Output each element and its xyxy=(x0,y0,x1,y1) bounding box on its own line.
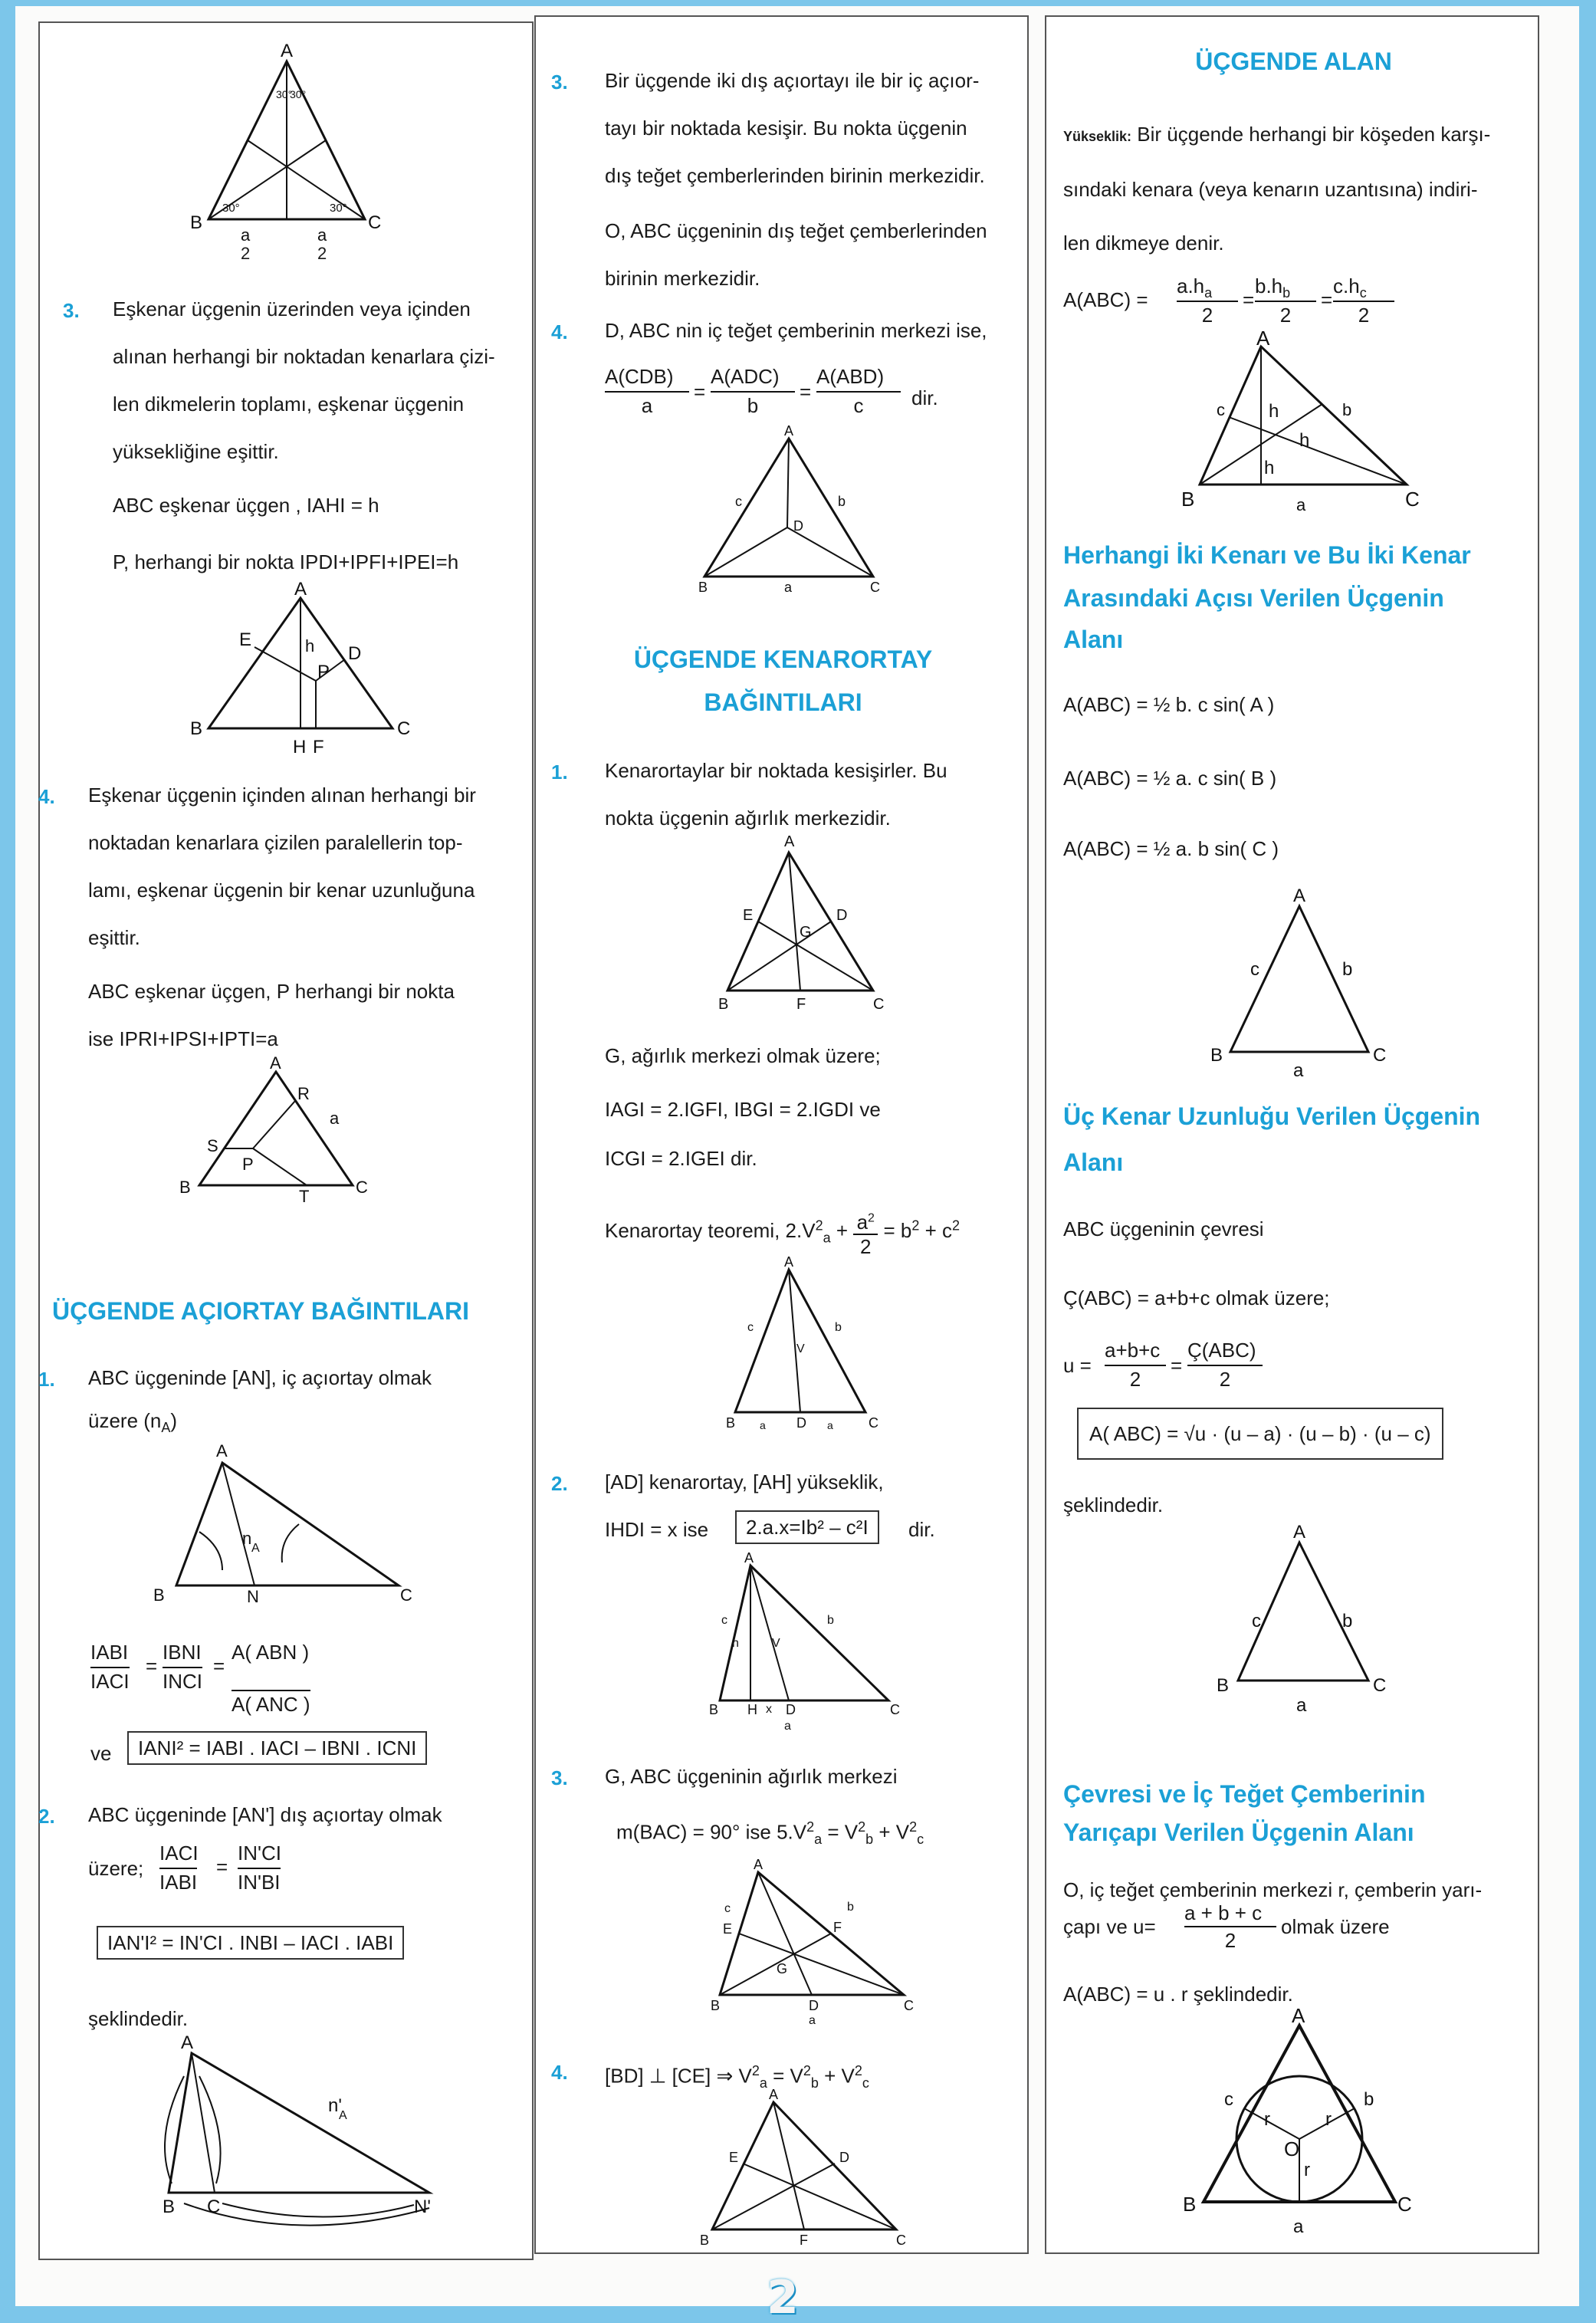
item-number: 1. xyxy=(38,1368,55,1391)
item-number: 3. xyxy=(551,71,568,94)
section-heading-bisector: ÜÇGENDE AÇIORTAY BAĞINTILARI xyxy=(52,1297,470,1325)
text-line: Bir üçgende iki dış açıortayı ile bir iç açıor- xyxy=(605,69,980,92)
svg-text:T: T xyxy=(299,1187,310,1206)
svg-text:a: a xyxy=(809,2014,816,2027)
svg-text:x: x xyxy=(766,1703,772,1716)
internal-bisector-figure xyxy=(146,1440,422,1608)
right-triangle-medians-figure xyxy=(674,1857,919,2026)
svg-text:b: b xyxy=(1342,959,1353,980)
text-line: sındaki kenara (veya kenarın uzantısına) indiri- xyxy=(1063,178,1478,201)
heron-triangle-figure xyxy=(1200,1520,1399,1719)
sine-triangle-figure xyxy=(1192,883,1399,1083)
svg-text:B: B xyxy=(709,1702,719,1717)
svg-text:h: h xyxy=(1264,458,1275,478)
svg-text:a: a xyxy=(784,1720,791,1733)
text-line: D, ABC nin iç teğet çemberinin merkezi ise, xyxy=(605,319,987,342)
right-angle-median: m(BAC) = 90° ise $5.V^2_a = V^2_b + V^2_c$ xyxy=(616,1819,924,1847)
svg-text:B: B xyxy=(1210,1045,1223,1066)
svg-text:C: C xyxy=(368,212,382,233)
text-line: G, ağırlık merkezi olmak üzere; xyxy=(605,1044,881,1067)
svg-text:B: B xyxy=(1217,1675,1230,1696)
svg-text:A: A xyxy=(784,423,794,439)
section-heading-area: ÜÇGENDE ALAN xyxy=(1195,48,1392,75)
svg-text:P: P xyxy=(242,1155,254,1174)
svg-text:G: G xyxy=(800,924,812,941)
eq: = xyxy=(1171,1354,1183,1377)
text-line: ICGI = 2.IGEI dir. xyxy=(605,1147,757,1170)
svg-text:A: A xyxy=(270,1053,281,1073)
svg-text:A: A xyxy=(1293,1522,1306,1543)
svg-text:C: C xyxy=(1373,1045,1387,1066)
text-line: noktadan kenarlara çizilen paralellerin top- xyxy=(88,831,463,854)
svg-text:C: C xyxy=(896,2233,906,2248)
ratio-ab: IABI xyxy=(90,1641,129,1664)
item-number: 2. xyxy=(38,1805,55,1828)
external-bisector-figure xyxy=(107,2030,475,2237)
text-line: dir. xyxy=(911,386,938,409)
frac-den: 2 xyxy=(1255,301,1316,328)
text-line: eşittir. xyxy=(88,926,140,949)
svg-text:B: B xyxy=(153,1585,165,1605)
text-line: len dikmeye denir. xyxy=(1063,232,1224,255)
svg-text:C: C xyxy=(870,580,880,595)
text-line: ABC üçgeninin çevresi xyxy=(1063,1217,1264,1240)
text-line: çapı ve u= xyxy=(1063,1915,1156,1938)
text-line: O, iç teğet çemberinin merkezi r, çemberin yarı- xyxy=(1063,1878,1483,1901)
text-line: tayı bir noktada kesişir. Bu nokta üçgenin xyxy=(605,117,967,140)
frac-num: $c.h_c$ xyxy=(1333,274,1367,301)
svg-text:b: b xyxy=(1364,2089,1374,2110)
text-line: yüksekliğine eşittir. xyxy=(113,440,279,463)
heading-three-sides: Üç Kenar Uzunluğu Verilen Üçgenin xyxy=(1063,1102,1481,1130)
ratio-ac: IACI xyxy=(90,1667,130,1694)
svg-text:A: A xyxy=(744,1550,754,1566)
ratio-bn: IBNI xyxy=(163,1641,202,1664)
text-line: dış teğet çemberlerinden birinin merkezidir. xyxy=(605,164,985,187)
eq: = xyxy=(146,1654,158,1677)
incenter-figure xyxy=(689,423,888,600)
eq: = xyxy=(213,1654,225,1677)
frac-den: c xyxy=(816,391,901,419)
text-line: Kenarortaylar bir noktada kesişirler. Bu xyxy=(605,759,947,782)
frac-den: 2 xyxy=(1177,301,1238,328)
perp-median: [BD] ⊥ [CE] ⇒ $V^2_a = V^2_b + V^2_c$ xyxy=(605,2063,869,2091)
svg-text:a: a xyxy=(1293,2216,1304,2237)
svg-text:A: A xyxy=(281,41,294,61)
svg-text:E: E xyxy=(723,1921,733,1937)
eq: = xyxy=(1243,288,1255,311)
section-heading-median-1: ÜÇGENDE KENARORTAY xyxy=(633,646,933,673)
svg-text:H: H xyxy=(747,1702,757,1717)
svg-text:a: a xyxy=(760,1419,766,1431)
svg-text:c: c xyxy=(1252,1611,1261,1631)
svg-text:c: c xyxy=(747,1321,754,1334)
eq: = xyxy=(216,1855,228,1878)
svg-text:H: H xyxy=(293,737,307,757)
text-line: [AD] kenarortay, [AH] yükseklik, xyxy=(605,1470,884,1493)
item-number: 4. xyxy=(551,320,568,343)
svg-text:C: C xyxy=(904,1998,914,2013)
frac-den: 2 xyxy=(1333,301,1394,328)
text-line: ABC eşkenar üçgen, P herhangi bir nokta xyxy=(88,980,455,1003)
sine-area-c: A(ABC) = ½ a. b sin( C ) xyxy=(1063,837,1279,860)
svg-text:b: b xyxy=(835,1321,842,1334)
svg-text:O: O xyxy=(1284,2137,1300,2160)
svg-text:c: c xyxy=(721,1614,727,1627)
svg-text:D: D xyxy=(839,2150,849,2165)
item-number: 3. xyxy=(63,299,80,322)
svg-text:b: b xyxy=(838,494,846,509)
heron-formula-box: A( ABC) = √u · (u – a) · (u – b) · (u – c) xyxy=(1077,1408,1443,1460)
median-figure xyxy=(720,1254,888,1446)
parallels-figure xyxy=(169,1053,399,1206)
text-line: Eşkenar üçgenin üzerinden veya içinden xyxy=(113,297,471,320)
frac-num: $a.h_a$ xyxy=(1177,274,1213,301)
svg-text:h: h xyxy=(1299,430,1310,451)
svg-text:B: B xyxy=(718,996,729,1013)
svg-text:C: C xyxy=(890,1702,900,1717)
svg-text:b: b xyxy=(1342,400,1352,419)
svg-text:D: D xyxy=(796,1415,806,1431)
svg-text:A: A xyxy=(1292,2004,1305,2027)
heading-incircle: Yarıçapı Verilen Üçgenin Alanı xyxy=(1063,1819,1414,1846)
svg-text:N: N xyxy=(247,1587,259,1606)
svg-text:a: a xyxy=(317,225,327,245)
text-line: nokta üçgenin ağırlık merkezidir. xyxy=(605,807,891,830)
svg-text:G: G xyxy=(777,1961,788,1976)
svg-text:a: a xyxy=(1296,495,1306,514)
text-line: lamı, eşkenar üçgenin bir kenar uzunluğuna xyxy=(88,879,475,902)
svg-text:B: B xyxy=(163,2196,176,2217)
svg-text:A: A xyxy=(181,2032,194,2053)
text-line: şeklindedir. xyxy=(88,2007,189,2030)
item-number: 2. xyxy=(551,1472,568,1495)
svg-text:P: P xyxy=(317,662,330,682)
svg-text:a: a xyxy=(241,225,251,245)
frac-num: A(ADC) xyxy=(711,365,780,388)
svg-text:V: V xyxy=(772,1637,780,1650)
page-number: 2 xyxy=(767,2271,799,2323)
svg-text:B: B xyxy=(190,718,203,739)
svg-text:c: c xyxy=(1250,959,1259,980)
svg-text:F: F xyxy=(800,2233,808,2248)
ve-label: ve xyxy=(90,1742,112,1765)
svg-text:C: C xyxy=(356,1178,368,1197)
svg-text:D: D xyxy=(786,1702,796,1717)
svg-text:V: V xyxy=(796,1342,805,1355)
svg-text:A: A xyxy=(294,579,307,600)
text-line: şeklindedir. xyxy=(1063,1493,1164,1516)
text-line: P, herhangi bir nokta IPDI+IPFI+IPEI=h xyxy=(113,550,459,573)
svg-text:h: h xyxy=(305,636,315,656)
svg-text:A: A xyxy=(339,2109,347,2122)
item-number: 1. xyxy=(551,761,568,784)
text-line: alınan herhangi bir noktadan kenarlara çizi- xyxy=(113,345,495,368)
svg-text:a: a xyxy=(1293,1060,1304,1081)
ratio-ab2: IABI xyxy=(159,1868,197,1895)
svg-text:C: C xyxy=(400,1585,412,1605)
fig1-two-left: 2 xyxy=(241,244,251,263)
heading-two-sides: Arasındaki Açısı Verilen Üçgenin xyxy=(1063,584,1444,612)
text-line: O, ABC üçgeninin dış teğet çemberlerinden xyxy=(605,219,987,242)
ratio-inc: IN'CI xyxy=(238,1842,281,1865)
fig1-two-right: 2 xyxy=(317,244,327,263)
svg-text:B: B xyxy=(711,1998,721,2013)
svg-text:C: C xyxy=(397,718,411,739)
svg-text:D: D xyxy=(809,1998,819,2013)
median-height-figure xyxy=(689,1550,919,1734)
svg-text:C: C xyxy=(869,1415,878,1431)
formula-box-internal: IANI² = IABI . IACI – IBNI . ICNI xyxy=(127,1731,427,1765)
item-number: 4. xyxy=(551,2061,568,2084)
svg-text:D: D xyxy=(348,643,362,664)
svg-text:F: F xyxy=(833,1920,842,1935)
median-theorem: Kenarortay teoremi, $2.V^2_a + \frac{a^2}{2} = b^2 + c^2$ xyxy=(605,1210,961,1258)
svg-text:c: c xyxy=(1217,400,1225,419)
frac-den: b xyxy=(711,391,795,419)
eq: = xyxy=(800,380,812,403)
svg-text:c: c xyxy=(1224,2089,1233,2110)
column-3 xyxy=(1045,15,1539,2254)
item-number: 4. xyxy=(38,785,55,808)
svg-text:R: R xyxy=(297,1084,310,1103)
frac-den: 2 xyxy=(1187,1365,1263,1392)
text-line: Yükseklik: Bir üçgende herhangi bir köşeden karşı- xyxy=(1063,123,1491,146)
text-line: olmak üzere xyxy=(1281,1915,1390,1938)
svg-text:a: a xyxy=(1296,1695,1307,1716)
ratio-cn: INCI xyxy=(163,1667,202,1694)
svg-text:r: r xyxy=(1304,2160,1310,2180)
svg-text:h: h xyxy=(1269,401,1279,422)
svg-text:B: B xyxy=(179,1178,191,1197)
item-number: 3. xyxy=(551,1766,568,1789)
heading-two-sides: Herhangi İki Kenarı ve Bu İki Kenar xyxy=(1063,541,1471,569)
svg-text:F: F xyxy=(313,737,324,757)
svg-text:c: c xyxy=(735,494,742,509)
frac-num: Ç(ABC) xyxy=(1187,1339,1256,1362)
frac-num: A(CDB) xyxy=(605,365,674,388)
heights-figure xyxy=(1161,327,1422,515)
text-line: dir. xyxy=(908,1518,935,1541)
incircle-figure xyxy=(1169,2004,1430,2240)
svg-text:b: b xyxy=(847,1901,854,1914)
text-line: A(ABC) = u . r şeklindedir. xyxy=(1063,1983,1293,2006)
svg-text:C: C xyxy=(207,2196,221,2217)
svg-text:b: b xyxy=(1342,1611,1353,1631)
text-line: ABC üçgeninde [AN], iç açıortay olmak xyxy=(88,1366,432,1389)
svg-text:F: F xyxy=(796,996,806,1013)
heading-incircle: Çevresi ve İç Teğet Çemberinin xyxy=(1063,1780,1426,1808)
ratio-aanc: A( ANC ) xyxy=(232,1690,310,1717)
svg-text:D: D xyxy=(793,518,803,534)
text-line: u = xyxy=(1063,1354,1092,1377)
svg-text:A: A xyxy=(754,1857,764,1872)
sine-area-b: A(ABC) = ½ a. c sin( B ) xyxy=(1063,767,1277,790)
text-line: len dikmelerin toplamı, eşkenar üçgenin xyxy=(113,393,465,416)
svg-text:n: n xyxy=(242,1529,252,1548)
frac-num: A(ABD) xyxy=(816,365,885,388)
text-line: IAGI = 2.IGFI, IBGI = 2.IGDI ve xyxy=(605,1098,881,1121)
svg-text:b: b xyxy=(827,1614,834,1627)
perpendiculars-figure xyxy=(186,579,438,759)
svg-text:B: B xyxy=(190,212,203,233)
frac-num: a + b + c xyxy=(1184,1901,1263,1924)
svg-text:B: B xyxy=(726,1415,736,1431)
svg-text:a: a xyxy=(330,1109,340,1128)
svg-text:S: S xyxy=(207,1136,218,1155)
svg-text:A: A xyxy=(784,1254,794,1270)
svg-text:A: A xyxy=(769,2087,779,2102)
heading-three-sides: Alanı xyxy=(1063,1148,1124,1176)
area-label: A(ABC) = xyxy=(1063,288,1148,311)
text-line: G, ABC üçgeninin ağırlık merkezi xyxy=(605,1765,898,1788)
text-line: birinin merkezidir. xyxy=(605,267,760,290)
svg-text:C: C xyxy=(1405,488,1420,511)
centroid-figure xyxy=(704,830,888,1014)
svg-text:A: A xyxy=(216,1441,228,1460)
svg-text:C: C xyxy=(873,996,885,1013)
svg-text:h: h xyxy=(732,1637,739,1650)
text-line: üzere $(n_A)$ xyxy=(88,1409,178,1436)
eq: = xyxy=(1321,288,1333,311)
svg-text:C: C xyxy=(1373,1675,1387,1696)
svg-text:A: A xyxy=(1293,886,1306,906)
eq: = xyxy=(694,380,706,403)
svg-text:c: c xyxy=(724,1902,731,1915)
svg-text:A: A xyxy=(251,1542,260,1555)
text-line: ise IPRI+IPSI+IPTI=a xyxy=(88,1027,278,1050)
formula-box-median-height: 2.a.x=Ib² – c²I xyxy=(735,1510,879,1544)
text-line: Ç(ABC) = a+b+c olmak üzere; xyxy=(1063,1286,1330,1309)
svg-text:a: a xyxy=(827,1419,833,1431)
sine-area-a: A(ABC) = ½ b. c sin( A ) xyxy=(1063,693,1275,716)
svg-text:r: r xyxy=(1325,2109,1332,2130)
frac-num: a+b+c xyxy=(1105,1339,1161,1362)
text-line: Eşkenar üçgenin içinden alınan herhangi bir xyxy=(88,784,476,807)
ratio-inb: IN'BI xyxy=(238,1868,281,1895)
text-line: ABC eşkenar üçgen , IAHI = h xyxy=(113,494,379,517)
svg-text:30°: 30° xyxy=(290,88,307,100)
svg-text:A: A xyxy=(1256,327,1270,350)
formula-box-external: IAN'I² = IN'CI . INBI – IACI . IABI xyxy=(97,1926,404,1960)
svg-text:E: E xyxy=(743,907,754,924)
column-2 xyxy=(534,15,1029,2254)
frac-den: 2 xyxy=(1184,1926,1276,1953)
text-line: IHDI = x ise xyxy=(605,1518,709,1541)
svg-text:A: A xyxy=(784,833,795,850)
svg-text:E: E xyxy=(729,2150,739,2165)
svg-text:30°: 30° xyxy=(330,202,347,215)
frac-den: 2 xyxy=(1105,1365,1166,1392)
perpendicular-medians-figure xyxy=(666,2087,911,2248)
svg-text:a: a xyxy=(784,580,793,595)
text-line: ABC üçgeninde [AN'] dış açıortay olmak xyxy=(88,1803,442,1826)
text-line: üzere; xyxy=(88,1857,144,1880)
svg-text:N': N' xyxy=(414,2196,431,2217)
equilateral-bisector-figure xyxy=(186,41,385,245)
section-heading-median-2: BAĞINTILARI xyxy=(704,688,862,716)
svg-text:n': n' xyxy=(328,2095,342,2116)
svg-text:B: B xyxy=(1181,488,1195,511)
svg-text:B: B xyxy=(700,2233,710,2248)
ratio-ac2: IACI xyxy=(159,1842,199,1865)
svg-text:30°: 30° xyxy=(222,202,240,215)
heading-two-sides: Alanı xyxy=(1063,626,1124,653)
svg-text:r: r xyxy=(1264,2109,1270,2130)
svg-text:B: B xyxy=(698,580,708,595)
svg-text:E: E xyxy=(239,629,252,650)
svg-text:D: D xyxy=(836,907,848,924)
svg-text:C: C xyxy=(1397,2193,1412,2216)
svg-text:30°: 30° xyxy=(276,88,293,100)
frac-den: a xyxy=(605,391,689,419)
svg-text:B: B xyxy=(1183,2193,1197,2216)
frac-num: $b.h_b$ xyxy=(1255,274,1291,301)
ratio-aabn: A( ABN ) xyxy=(232,1641,310,1664)
